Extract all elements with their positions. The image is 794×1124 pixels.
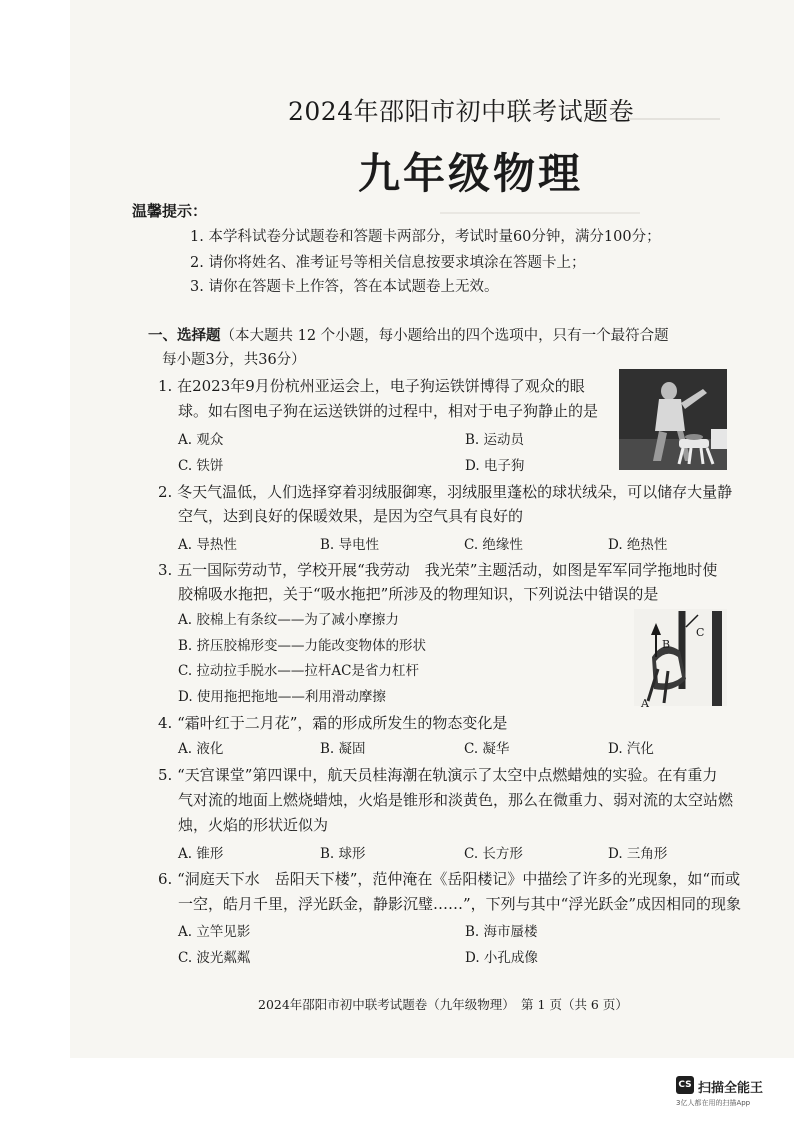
question-4-option-a: A. 液化 [178,741,224,757]
question-5-option-d: D. 三角形 [608,846,668,862]
question-1-option-c: C. 铁饼 [178,458,224,474]
question-6-option-c: C. 波光粼粼 [178,950,251,966]
question-2-option-d: D. 绝热性 [608,537,668,553]
question-2-option-c: C. 绝缘性 [464,537,523,553]
question-5-line: 5. “天宫课堂”第四课中，航天员桂海潮在轨演示了太空中点燃蜡烛的实验。在有重力 [158,766,718,784]
question-3-line: 3. 五一国际劳动节，学校开展“我劳动 我光荣”主题活动，如图是军军同学拖地时使 [158,561,718,579]
question-6-option-b: B. 海市蜃楼 [465,924,538,940]
question-1-option-d: D. 电子狗 [465,458,525,474]
question-2-option-a: A. 导热性 [178,537,237,553]
question-6-option-d: D. 小孔成像 [465,950,538,966]
question-5-option-c: C. 长方形 [464,846,523,862]
exam-subtitle: 2024年邵阳市初中联考试题卷 [288,97,635,126]
question-4-option-c: C. 凝华 [464,741,510,757]
robot-dog-photo [619,369,727,470]
question-1-line: 1. 在2023年9月份杭州亚运会上，电子狗运铁饼博得了观众的眼 [158,377,585,395]
section-description: （本大题共 12 个小题，每小题给出的四个选项中，只有一个最符合题 [220,328,669,344]
figure-label-c: C [696,626,705,639]
question-2-line: 空气，达到良好的保暖效果，是因为空气具有良好的 [178,507,524,525]
figure-label-b: B [662,638,671,651]
question-5-line: 气对流的地面上燃烧蜡烛，火焰是锥形和淡黄色，那么在微重力、弱对流的太空站燃 [178,791,734,809]
question-1-option-b: B. 运动员 [465,432,525,448]
question-3-option-a: A. 胶棉上有条纹——为了减小摩擦力 [178,612,399,628]
question-5-line: 烛，火焰的形状近似为 [178,816,329,834]
camscanner-logo-icon: CS [676,1076,694,1094]
tip-item: 3. 请你在答题卡上作答，答在本试题卷上无效。 [190,279,499,295]
section-label: 一、选择题 [148,328,221,344]
question-3-option-c: C. 拉动拉手脱水——拉杆AC是省力杠杆 [178,663,420,679]
question-2-option-b: B. 导电性 [320,537,380,553]
question-5-option-b: B. 球形 [320,846,366,862]
question-6-option-a: A. 立竿见影 [178,924,251,940]
mop-figure [634,609,727,706]
tip-item: 2. 请你将姓名、准考证号等相关信息按要求填涂在答题卡上； [190,255,586,271]
question-6-line: 6. “洞庭天下水 岳阳天下楼”，范仲淹在《岳阳楼记》中描绘了许多的光现象，如“而或 [158,870,741,888]
tips-heading: 温馨提示： [132,202,208,220]
question-3-option-d: D. 使用拖把拖地——利用滑动摩擦 [178,689,386,705]
question-1-line: 球。如右图电子狗在运送铁饼的过程中，相对于电子狗静止的是 [178,402,599,420]
question-2-line: 2. 冬天气温低，人们选择穿着羽绒服御寒，羽绒服里蓬松的球状绒朵，可以储存大量静 [158,483,733,501]
question-6-line: 一空，皓月千里，浮光跃金，静影沉璧……”，下列与其中“浮光跃金”成因相同的现象 [178,895,742,913]
question-4-line: 4. “霜叶红于二月花”，霜的形成所发生的物态变化是 [158,714,508,732]
question-3-line: 胶棉吸水拖把，关于“吸水拖把”所涉及的物理知识，下列说法中错误的是 [178,585,659,603]
question-4-option-d: D. 汽化 [608,741,654,757]
scanner-tagline: 3亿人都在用的扫描App [676,1099,751,1107]
figure-label-a: A [641,697,649,710]
section-heading [148,324,669,345]
page-footer: 2024年邵阳市初中联考试题卷（九年级物理） 第 1 页（共 6 页） [258,997,628,1012]
question-3-option-b: B. 挤压胶棉形变——力能改变物体的形状 [178,638,427,654]
exam-title: 九年级物理 [358,149,584,198]
question-1-option-a: A. 观众 [178,432,224,448]
bleed-through-mark [440,212,640,214]
question-4-option-b: B. 凝固 [320,741,366,757]
tip-item: 1. 本学科试卷分试题卷和答题卡两部分，考试时量60分钟，满分100分； [190,229,661,245]
section-description-line2: 每小题3分，共36分） [162,352,306,368]
scanner-app-name: 扫描全能王 [698,1081,764,1096]
question-5-option-a: A. 锥形 [178,846,224,862]
